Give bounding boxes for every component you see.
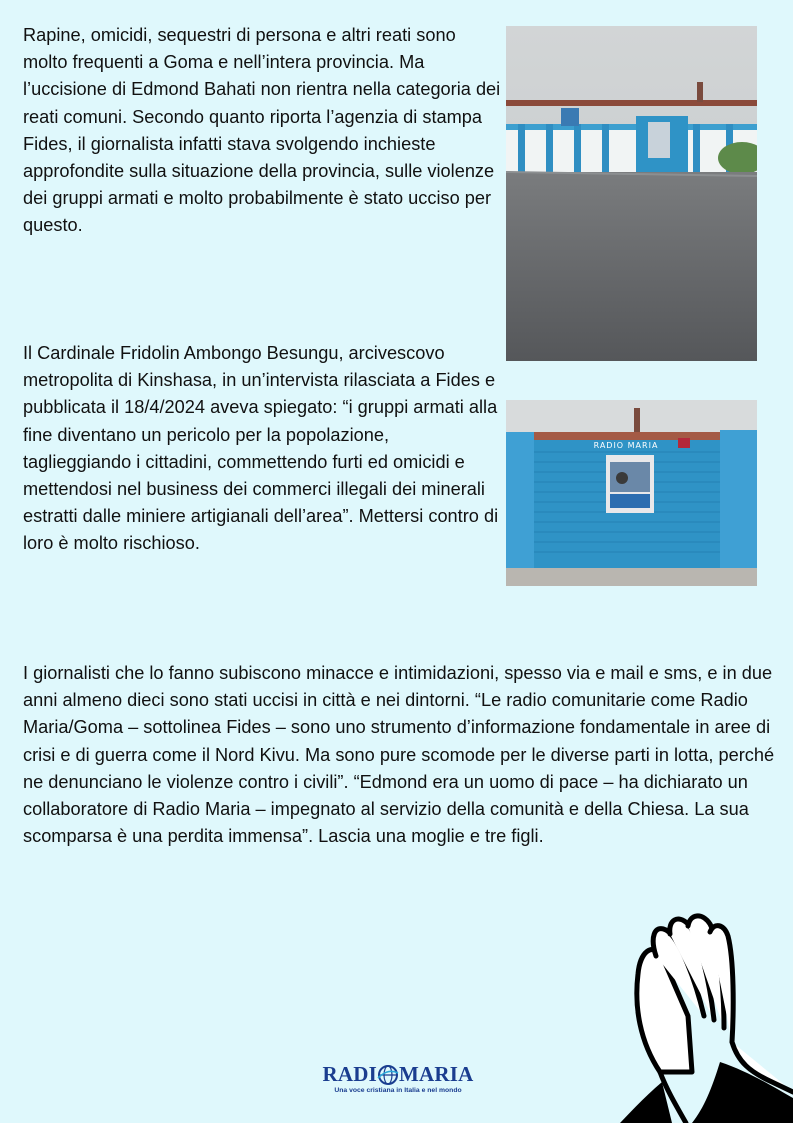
globe-icon (377, 1064, 399, 1086)
gate-sign-text: RADIO MARIA (593, 441, 659, 450)
paragraph-journalists: I giornalisti che lo fanno subiscono minacce e intimidazioni, spesso via e mail e sms, e in due anni almeno dieci sono stati uccisi in città e nei dintorni. “Le radio comunitarie come Radio Maria/Goma – sottolinea Fides – sono uno strumento d’informazione fondamentale in aree di crisi e di guerra come il Nord Kivu. Ma sono pure scomode per le diverse parti in lotta, perché ne denunciano le violenze contro i civili”. “Edmond era un uomo di pace – ha dichiarato un collaboratore di Radio Maria – impegnato al servizio della comunità e della Chiesa. La sua scomparsa è una perdita immensa”. Lascia una moglie e tre figli. (23, 663, 775, 847)
logo-tagline: Una voce cristiana in Italia e nel mondo (334, 1087, 462, 1094)
photo-street-wall (506, 26, 757, 361)
praying-hands-icon (600, 912, 793, 1123)
radio-maria-logo (313, 1062, 483, 1104)
paragraph-intro: Rapine, omicidi, sequestri di persona e altri reati sono molto frequenti a Goma e nell’intera provincia. Ma l’uccisione di Edmond Bahati non rientra nella categoria dei reati comuni. Secondo quanto riporta l’agenzia di stampa Fides, il giornalista infatti stava svolgendo inchieste approfondite sulla situazione della provincia, sulle violenze dei gruppi armati e molto probabilmente è stato ucciso per questo. (23, 25, 501, 236)
paragraph-cardinal-quote: Il Cardinale Fridolin Ambongo Besungu, arcivescovo metropolita di Kinshasa, in un’intervista rilasciata a Fides e pubblicata il 18/4/2024 aveva spiegato: “i gruppi armati alla fine diventano un pericolo per la popolazione, taglieggiando i cittadini, commettendo furti ed omicidi e mettendosi nel business dei commerci illegali dei minerali estratti dalle miniere artigianali dell’area”. Mettersi contro di loro è molto rischioso. (23, 343, 499, 554)
photo-radio-maria-gate (506, 400, 757, 586)
logo-word-right: MARIA (398, 1062, 474, 1086)
logo-word-left: RADI (322, 1062, 377, 1086)
